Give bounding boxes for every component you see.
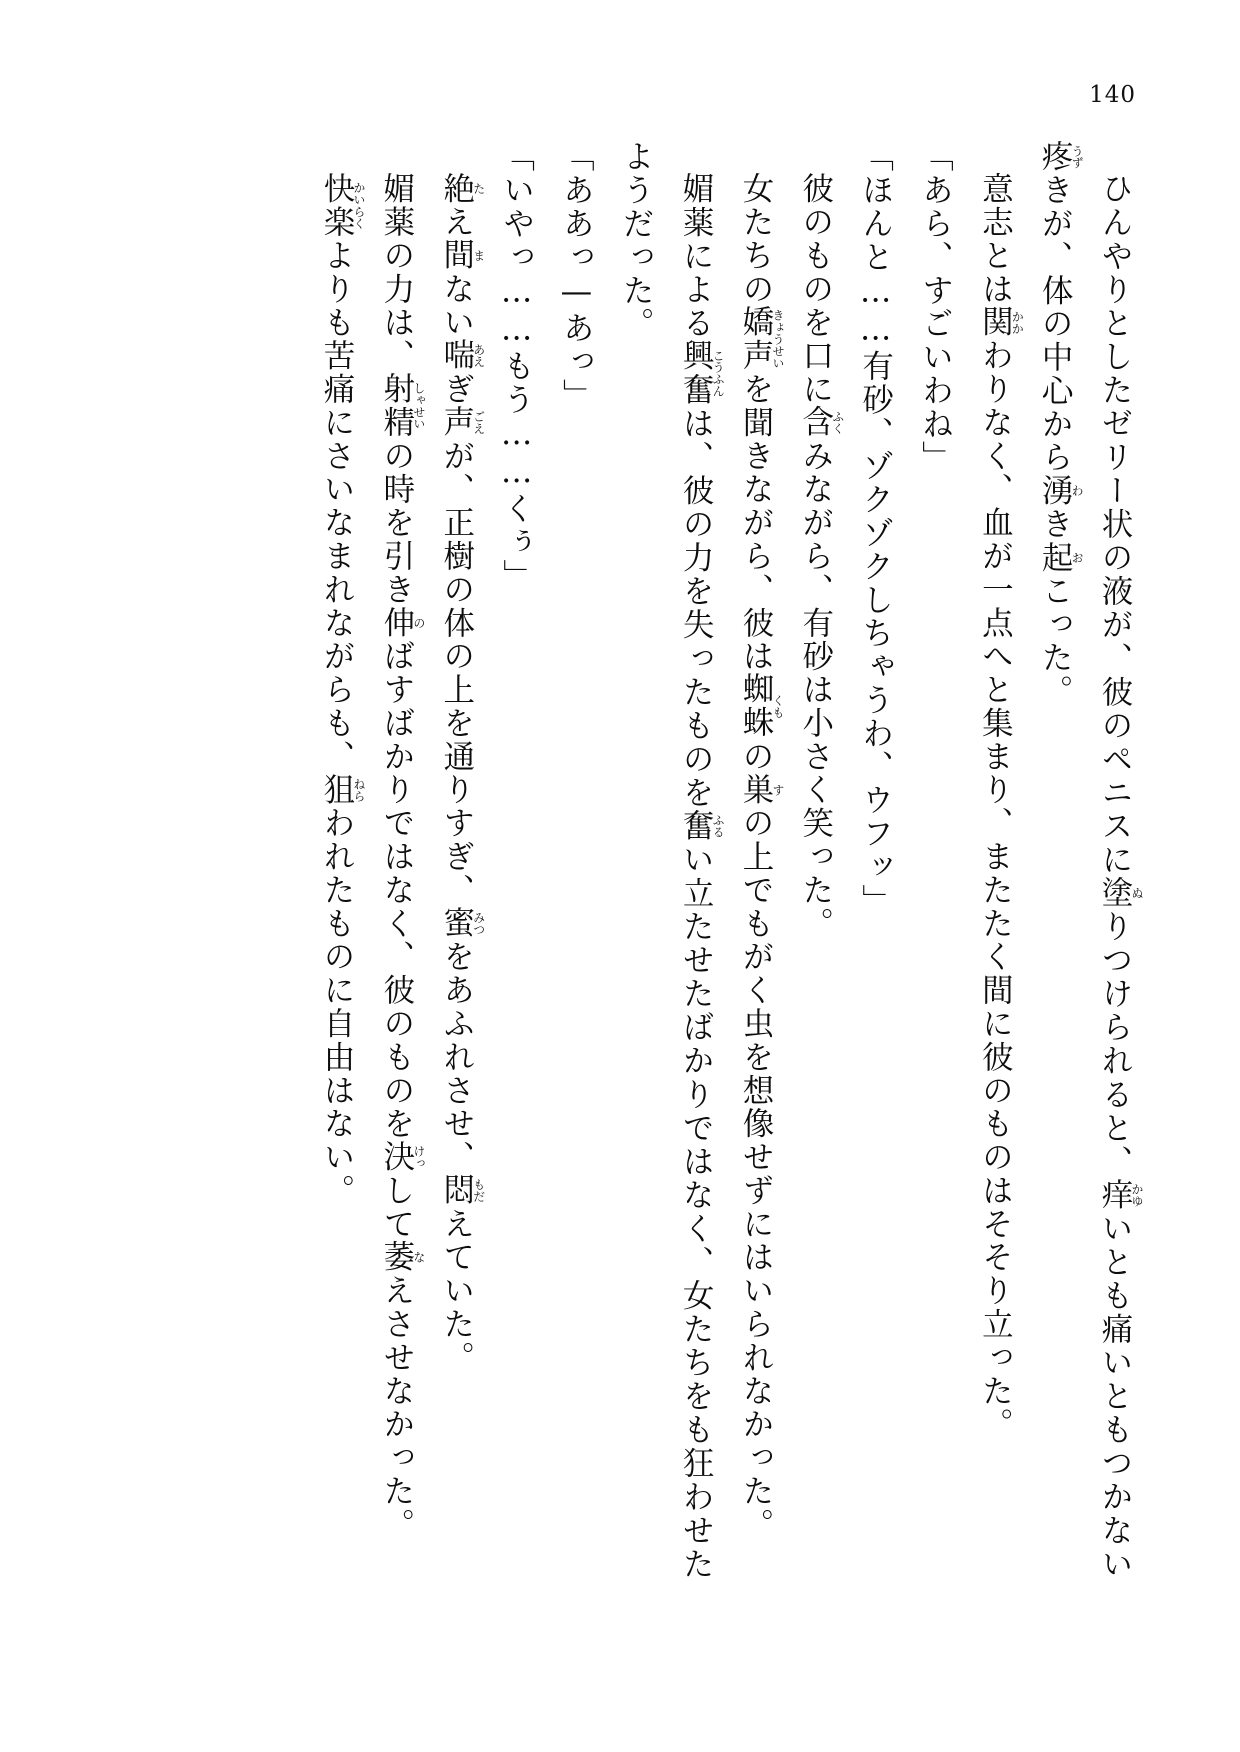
ruby-nerawareta: 狙ねら	[319, 772, 367, 806]
ruby-tae: 絶た	[438, 171, 486, 205]
paragraph-dialogue: 「ああっ—あっ」	[546, 140, 606, 1580]
paragraph: 絶たえ間まない喘あえぎ声ごえが、正樹の体の上を通りすぎ、蜜みつをあふれさせ、悶もだえていた。	[438, 171, 486, 1374]
paragraph: 彼のものを口に含ふくみながら、有砂は小さく笑った。	[797, 171, 845, 940]
ruby-shasei: 射精しゃせい	[378, 371, 426, 439]
ruby-nuru: 塗ぬ	[1097, 875, 1144, 910]
ruby-fukumi: 含ふく	[797, 405, 845, 439]
paragraph: 意志とは関かかわりなく、血が一点へと集まり、またたく間に彼のものはそそり立った。	[977, 171, 1025, 1441]
ruby-furui: 奮ふる	[678, 808, 726, 843]
ruby-uzuki: 疼うず	[1037, 140, 1085, 174]
page-text-body	[110, 140, 1144, 1580]
ruby-kyousei: 嬌声きょうせい	[737, 305, 785, 372]
paragraph-dialogue: 「ほんと……有砂、ゾクゾクしちゃうわ、ウフッ」	[857, 140, 894, 917]
page-number: 140	[1089, 82, 1136, 108]
paragraph-dialogue: 「あら、すごいわね」	[917, 140, 954, 474]
ruby-kairaku: 快楽かいらく	[319, 171, 367, 239]
ruby-aegi: 喘あえ	[438, 338, 486, 372]
ruby-su: 巣す	[737, 772, 785, 806]
em-dash: —	[558, 273, 595, 312]
ruby-waki: 湧わ	[1037, 473, 1085, 508]
ruby-goe: 声ごえ	[438, 405, 486, 439]
ruby-ma: 間ま	[438, 238, 486, 272]
ruby-okotta: 起お	[1037, 540, 1085, 575]
paragraph: 媚薬による興奮こうふんは、彼の力を失ったものを奮ふるい立たせたばかりではなく、女たちをも狂わせたようだった。	[618, 140, 726, 1580]
ruby-modae: 悶もだ	[438, 1173, 486, 1207]
ruby-mitsu: 蜜みつ	[438, 906, 486, 940]
ruby-kesshite: 決けっ	[378, 1139, 426, 1174]
paragraph: ひんやりとしたゼリー状の液が、彼のペニスに塗ぬりつけられると、痒かゆいとも痛いともつかない疼うずきが、体の中心から湧わき起おこった。	[1037, 140, 1144, 1580]
ruby-kakawari: 関かか	[977, 305, 1025, 339]
paragraph: 女たちの嬌声きょうせいを聞きながら、彼は蜘蛛くもの巣すの上でもがく虫を想像せずにはいられなかった。	[737, 171, 785, 1541]
ruby-kayui: 痒かゆ	[1097, 1177, 1144, 1212]
ruby-koufun: 興奮こうふん	[678, 339, 726, 407]
ruby-kumo: 蜘蛛くも	[737, 672, 785, 740]
paragraph-dialogue: 「いやっ……もう……くぅ」	[498, 140, 535, 593]
ruby-nobasu: 伸の	[378, 605, 426, 639]
paragraph: 快楽かいらくよりも苦痛にさいなまれながらも、狙ねらわれたものに自由はない。	[319, 171, 367, 1207]
ruby-nae: 萎な	[378, 1240, 426, 1274]
paragraph: 媚薬の力は、射精しゃせいの時を引き伸のばすばかりではなく、彼のものを決けっして萎なえさせなかった。	[378, 171, 426, 1541]
